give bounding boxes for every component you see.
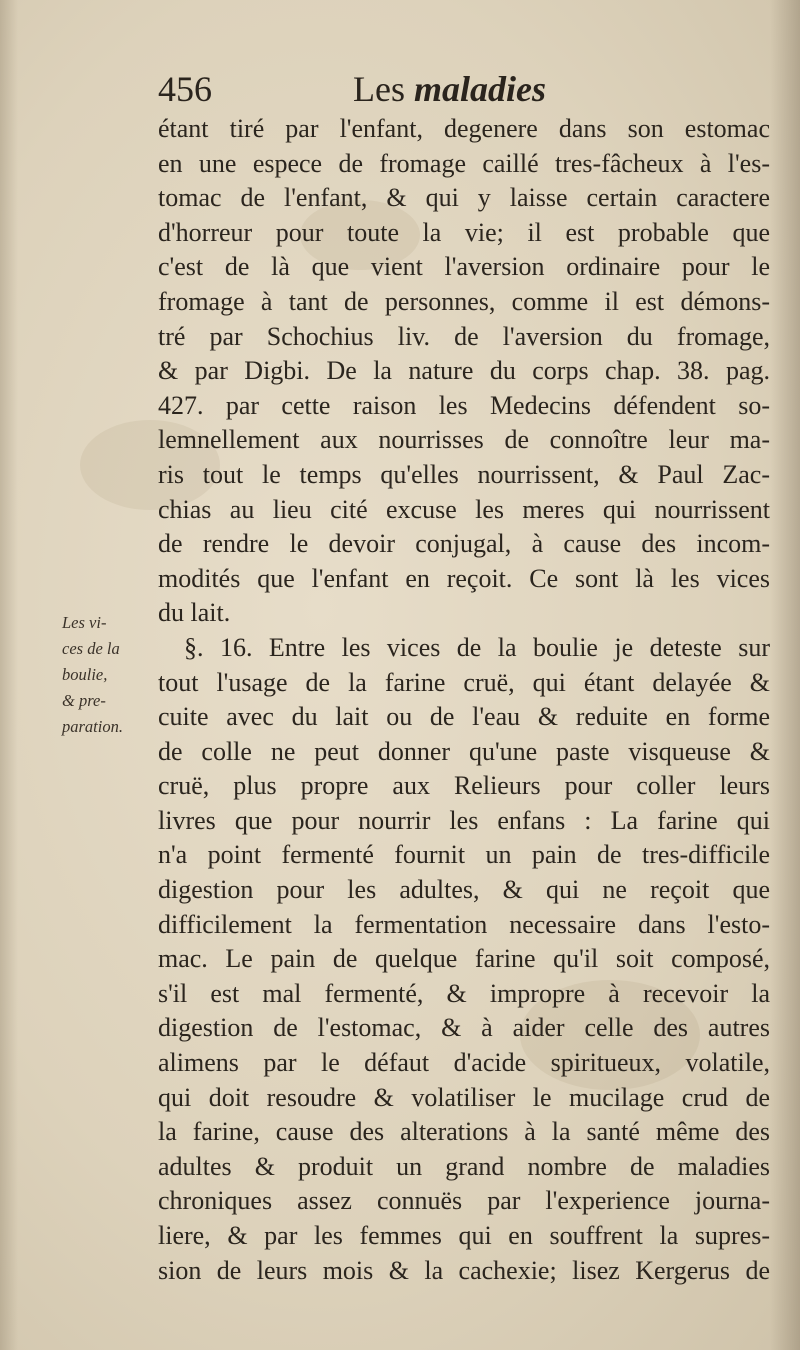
- running-title-part2: maladies: [413, 69, 546, 109]
- text-line: tout l'usage de la farine cruë, qui étant delayée &: [158, 667, 770, 697]
- page-edge-shadow: [770, 0, 800, 1350]
- running-title-part1: Les: [353, 69, 405, 109]
- margin-note-line: Les vi-: [62, 613, 107, 632]
- margin-note-line: paration.: [62, 717, 123, 736]
- page-number: 456: [158, 69, 212, 109]
- text-line: digestion pour les adultes, & qui ne reçoit que: [158, 875, 770, 905]
- text-line: §. 16. Entre les vices de la boulie je deteste sur: [184, 632, 770, 662]
- text-line: tré par Schochius liv. de l'aversion du fromage,: [158, 321, 770, 351]
- text-line: la farine, cause des alterations à la santé même des: [158, 1117, 770, 1147]
- margin-note-line: boulie,: [62, 665, 108, 684]
- text-line: 427. par cette raison les Medecins défendent so-: [158, 390, 770, 420]
- text-line: du lait.: [158, 598, 231, 628]
- text-line: n'a point fermenté fournit un pain de tres-difficile: [158, 840, 770, 870]
- text-line: de rendre le devoir conjugal, à cause des incom-: [158, 529, 770, 559]
- text-line: modités que l'enfant en reçoit. Ce sont là les vices: [158, 563, 770, 593]
- text-line: adultes & produit un grand nombre de maladies: [158, 1151, 770, 1181]
- text-line: c'est de là que vient l'aversion ordinaire pour le: [158, 252, 770, 282]
- text-line: ris tout le temps qu'elles nourrissent, & Paul Zac-: [158, 459, 770, 489]
- text-line: de colle ne peut donner qu'une paste visqueuse &: [158, 736, 770, 766]
- text-line: chias au lieu cité excuse les meres qui nourrissent: [158, 494, 770, 524]
- running-title: [353, 68, 546, 110]
- text-line: chroniques assez connuës par l'experience journa-: [158, 1186, 770, 1216]
- text-line: cruë, plus propre aux Relieurs pour coller leurs: [158, 771, 770, 801]
- text-line: cuite avec du lait ou de l'eau & reduite en forme: [158, 702, 770, 732]
- text-line: difficilement la fermentation necessaire dans l'esto-: [158, 909, 770, 939]
- margin-note-line: & pre-: [62, 691, 106, 710]
- text-line: alimens par le défaut d'acide spiritueux, volatile,: [158, 1048, 770, 1078]
- text-line: tomac de l'enfant, & qui y laisse certain caractere: [158, 183, 770, 213]
- text-line: en une espece de fromage caillé tres-fâcheux à l'es-: [158, 148, 770, 178]
- text-line: mac. Le pain de quelque farine qu'il soit composé,: [158, 944, 770, 974]
- margin-note: [62, 610, 157, 740]
- text-line: & par Digbi. De la nature du corps chap. 38. pag.: [158, 356, 770, 386]
- page-gutter-shadow: [0, 0, 18, 1350]
- text-line: lemnellement aux nourrisses de connoître leur ma-: [158, 425, 770, 455]
- body-text: [158, 112, 770, 1288]
- text-line: qui doit resoudre & volatiliser le mucilage crud de: [158, 1082, 770, 1112]
- text-line: liere, & par les femmes qui en souffrent la supres-: [158, 1221, 770, 1250]
- text-line: fromage à tant de personnes, comme il est démons-: [158, 286, 770, 316]
- margin-note-line: ces de la: [62, 639, 120, 658]
- text-line: d'horreur pour toute la vie; il est probable que: [158, 217, 770, 247]
- text-line: étant tiré par l'enfant, degenere dans son estomac: [158, 114, 770, 143]
- text-line: s'il est mal fermenté, & impropre à recevoir la: [158, 978, 770, 1008]
- text-line: livres que pour nourrir les enfans : La farine qui: [158, 805, 770, 835]
- text-line: sion de leurs mois & la cachexie; lisez Kergerus de: [158, 1255, 770, 1285]
- text-line: digestion de l'estomac, & à aider celle des autres: [158, 1013, 770, 1043]
- running-header: [158, 68, 678, 118]
